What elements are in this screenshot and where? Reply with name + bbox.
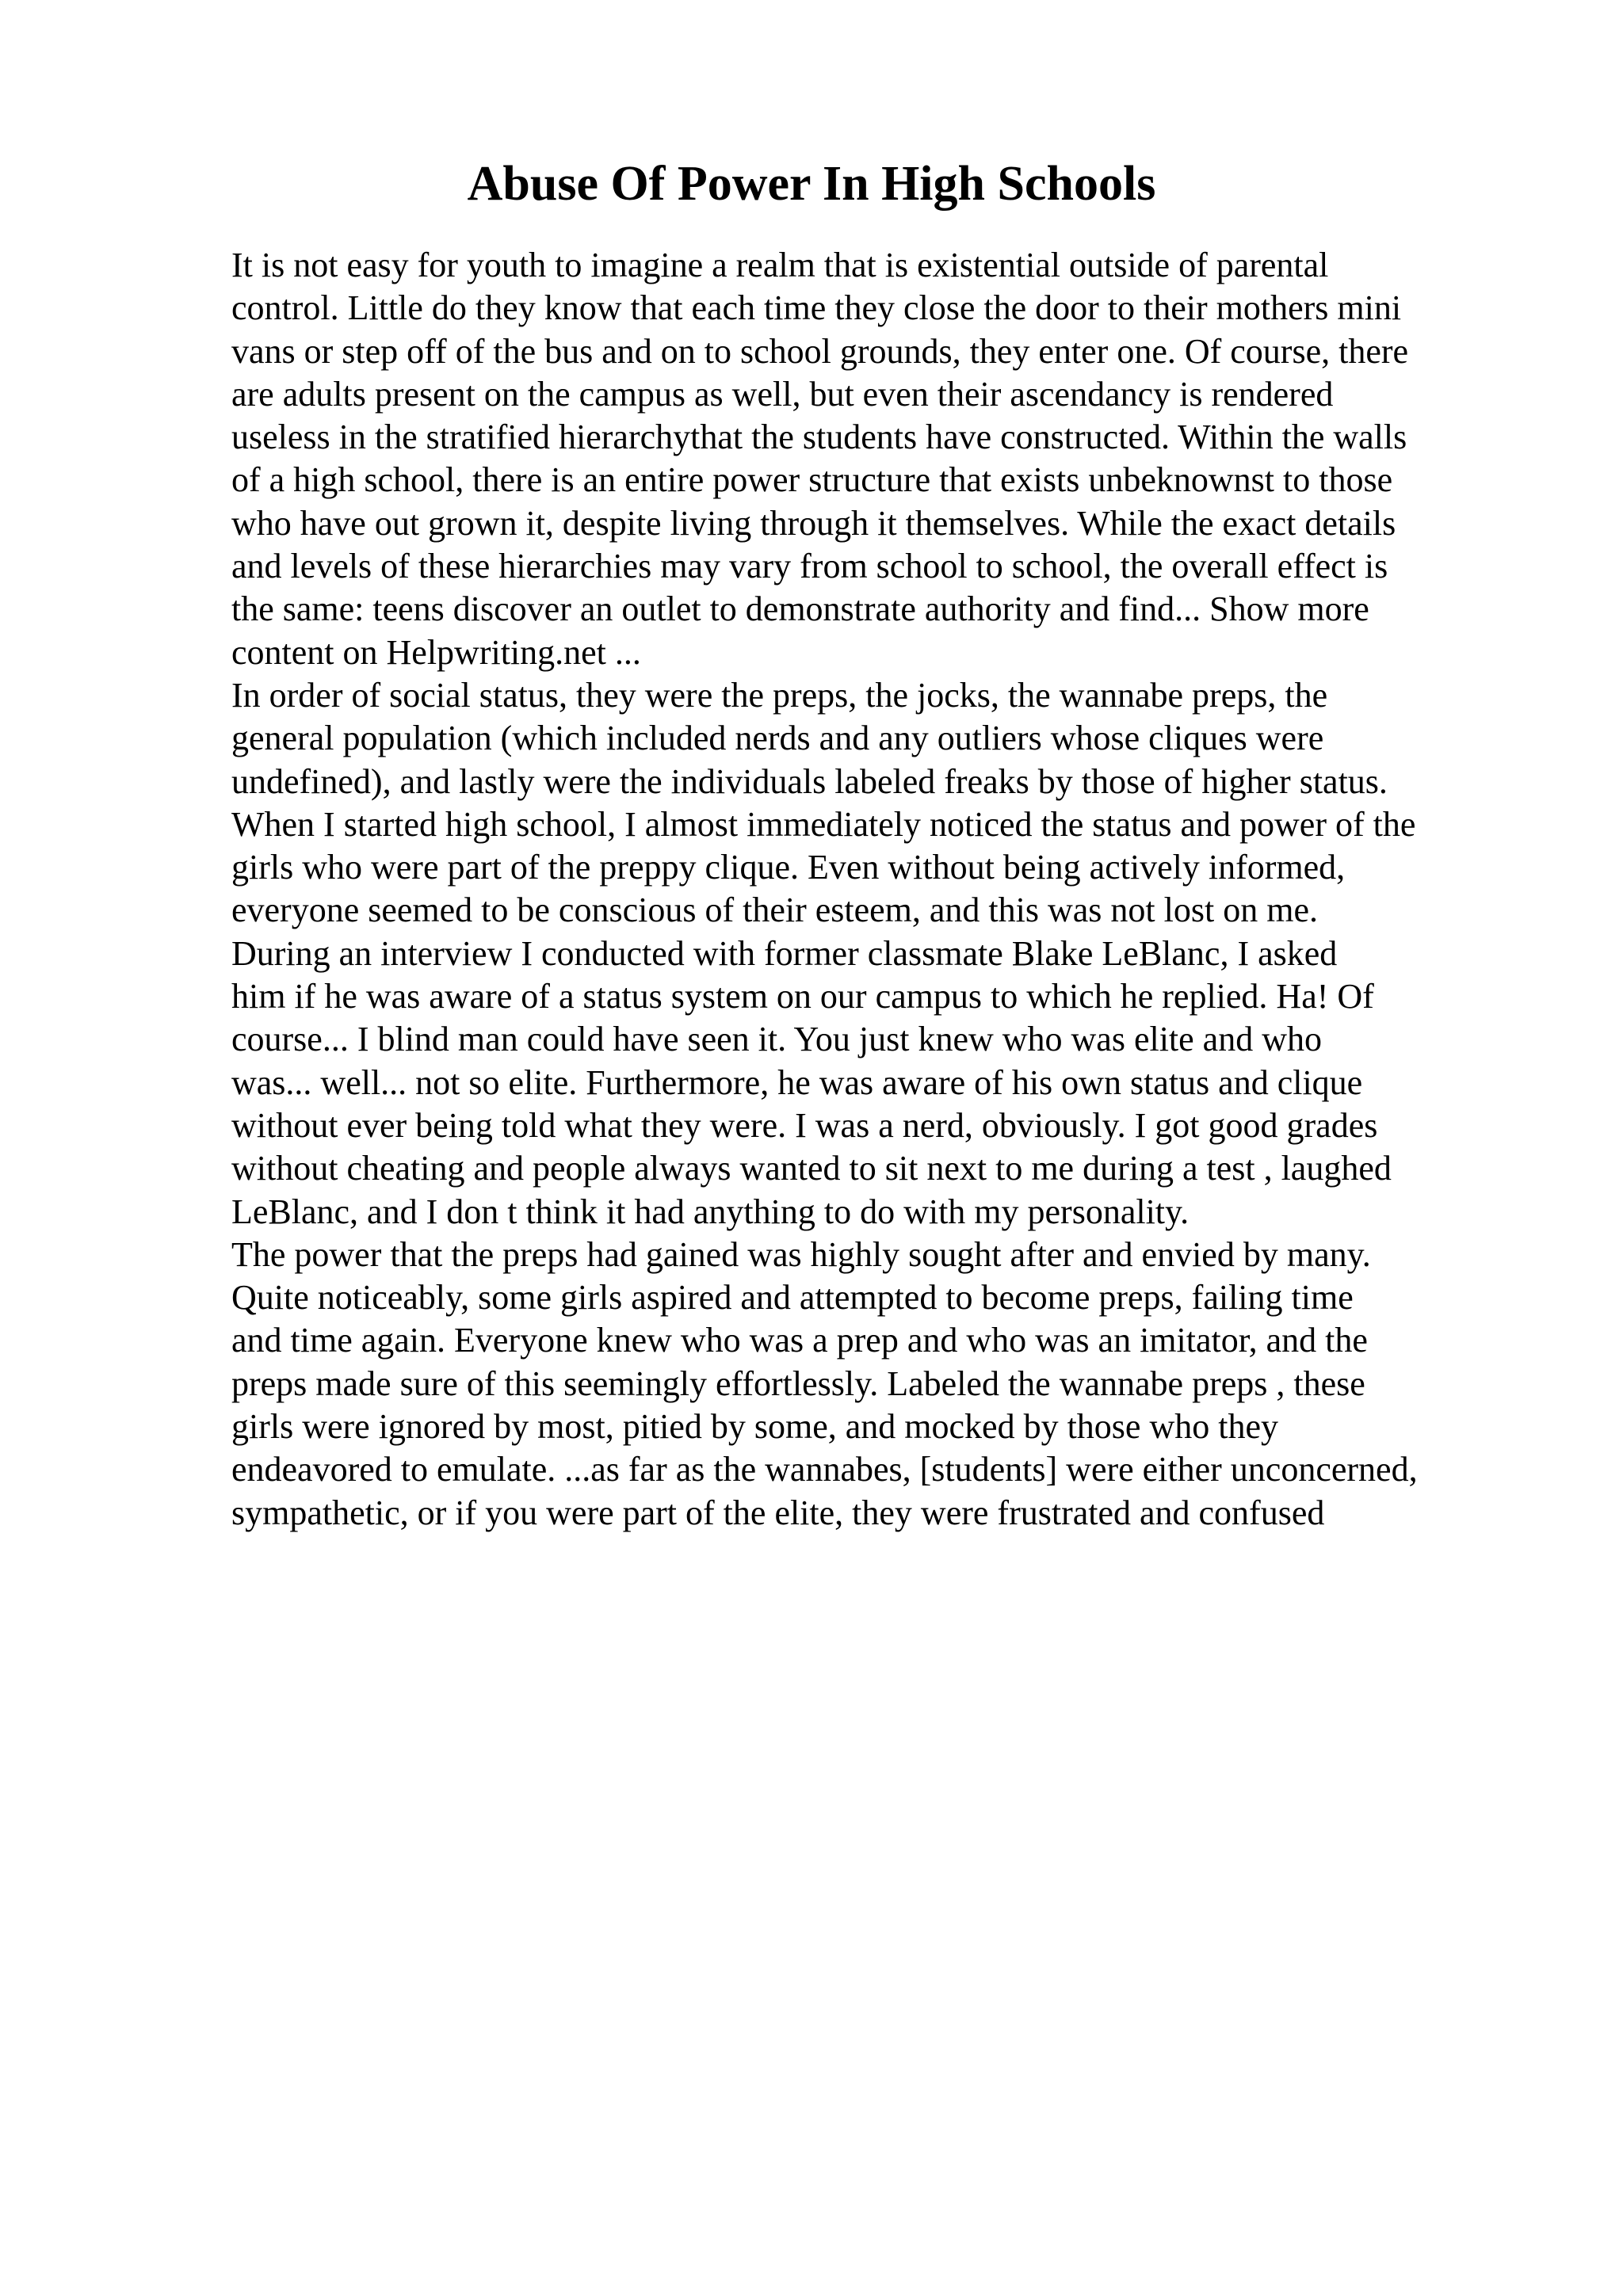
- text-line: and levels of these hierarchies may vary from school to school, the overall effect is: [231, 547, 1388, 586]
- text-line: was... well... not so elite. Furthermore, he was aware of his own status and clique: [231, 1062, 1363, 1102]
- text-line: endeavored to emulate. ...as far as the wannabes, [students] were either unconcerned,: [231, 1450, 1418, 1489]
- text-line: without cheating and people always wanted to sit next to me during a test , laughed: [231, 1149, 1392, 1188]
- text-line: control. Little do they know that each time they close the door to their mothers mini: [231, 288, 1402, 328]
- text-line: preps made sure of this seemingly effortlessly. Labeled the wannabe preps , these: [231, 1363, 1365, 1403]
- text-line: without ever being told what they were. I was a nerd, obviously. I got good grades: [231, 1105, 1378, 1145]
- text-line: Quite noticeably, some girls aspired and attempted to become preps, failing time: [231, 1278, 1354, 1318]
- text-line: During an interview I conducted with former classmate Blake LeBlanc, I asked: [231, 933, 1338, 973]
- text-line: everyone seemed to be conscious of their esteem, and this was not lost on me.: [231, 891, 1318, 930]
- text-line: him if he was aware of a status system on our campus to which he replied. Ha! Of: [231, 977, 1374, 1016]
- text-line: girls were ignored by most, pitied by some, and mocked by those who they: [231, 1407, 1278, 1447]
- text-line: LeBlanc, and I don t think it had anything to do with my personality.: [231, 1192, 1190, 1231]
- text-line: the same: teens discover an outlet to demonstrate authority and find... Show more: [231, 589, 1369, 629]
- text-line: content on Helpwriting.net ...: [231, 632, 641, 672]
- text-line: useless in the stratified hierarchythat the students have constructed. Within the walls: [231, 418, 1407, 457]
- text-line: who have out grown it, despite living through it themselves. While the exact details: [231, 503, 1396, 543]
- text-line: course... I blind man could have seen it. You just knew who was elite and who: [231, 1020, 1322, 1059]
- text-line: of a high school, there is an entire power structure that exists unbeknownst to those: [231, 460, 1393, 500]
- text-line: The power that the preps had gained was highly sought after and envied by many.: [231, 1234, 1371, 1274]
- text-line: undefined), and lastly were the individuals labeled freaks by those of higher status.: [231, 761, 1388, 801]
- text-line: It is not easy for youth to imagine a realm that is existential outside of parental: [231, 246, 1329, 284]
- text-line: are adults present on the campus as well, but even their ascendancy is rendered: [231, 374, 1334, 414]
- document-title: Abuse Of Power In High Schools: [467, 157, 1156, 211]
- text-line: and time again. Everyone knew who was a prep and who was an imitator, and the: [231, 1321, 1368, 1360]
- text-line: vans or step off of the bus and on to school grounds, they enter one. Of course, there: [231, 331, 1409, 371]
- text-line: general population (which included nerds and any outliers whose cliques were: [231, 719, 1324, 758]
- document-body: [231, 244, 1499, 1535]
- text-line: sympathetic, or if you were part of the elite, they were frustrated and confused: [231, 1493, 1325, 1532]
- text-line: When I started high school, I almost immediately noticed the status and power of the: [231, 804, 1416, 844]
- text-line: girls who were part of the preppy clique. Even without being actively informed,: [231, 848, 1346, 887]
- text-line: In order of social status, they were the preps, the jocks, the wannabe preps, the: [231, 675, 1328, 715]
